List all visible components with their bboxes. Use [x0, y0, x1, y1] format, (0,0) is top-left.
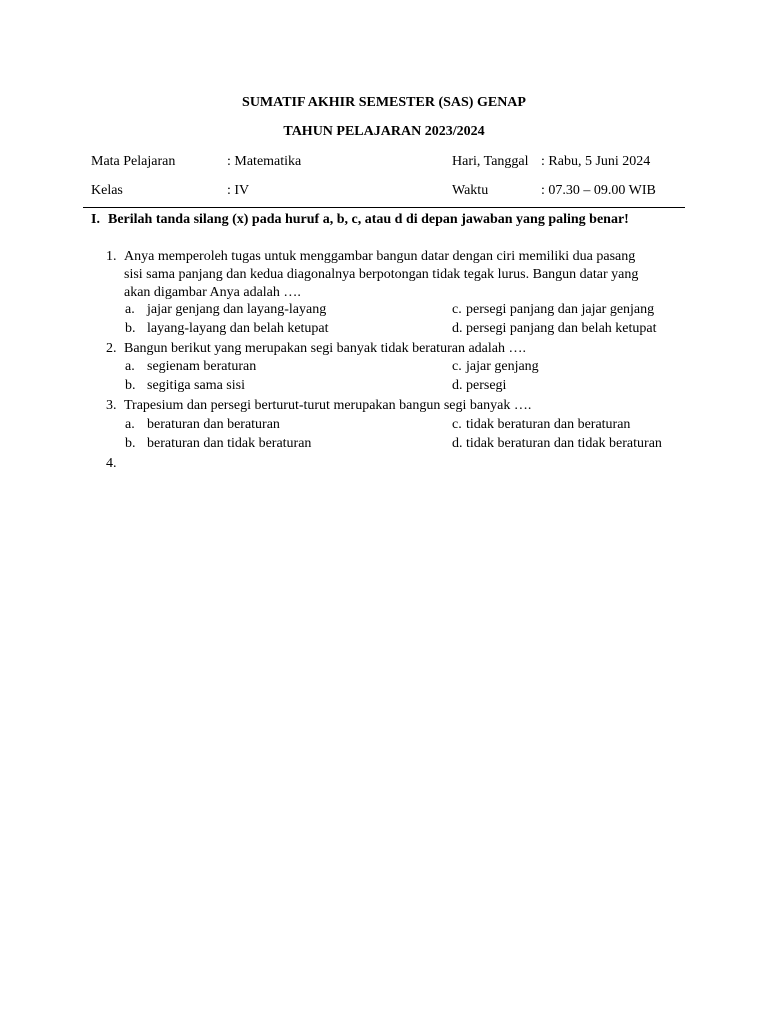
- header-divider: [83, 207, 685, 208]
- question-text: [124, 397, 684, 415]
- option-text: tidak beraturan dan beraturan: [466, 417, 631, 432]
- class-value: : IV: [227, 183, 250, 198]
- question-line: Trapesium dan persegi berturut-turut merupakan bangun segi banyak ….: [124, 398, 532, 413]
- option-letter: b.: [125, 436, 136, 451]
- time-value: : 07.30 – 09.00 WIB: [541, 183, 656, 198]
- option-text: persegi panjang dan jajar genjang: [466, 302, 655, 317]
- option-text: layang-layang dan belah ketupat: [147, 321, 329, 336]
- option-text: persegi: [466, 378, 507, 393]
- info-row-subject-date: [0, 153, 768, 171]
- date-value: : Rabu, 5 Juni 2024: [541, 154, 651, 169]
- option-letter: d.: [452, 321, 463, 336]
- instruction-text: Berilah tanda silang (x) pada huruf a, b, c, atau d di depan jawaban yang paling benar!: [108, 212, 629, 227]
- question-number: 1.: [106, 249, 117, 264]
- section-instruction: [91, 211, 629, 229]
- question-text: [124, 248, 684, 302]
- subject-label: Mata Pelajaran: [91, 154, 176, 169]
- question-number: 2.: [106, 341, 117, 356]
- class-label: Kelas: [91, 183, 123, 198]
- option-text: segienam beraturan: [147, 359, 257, 374]
- option-letter: d.: [452, 436, 463, 451]
- section-numeral: I.: [91, 212, 100, 227]
- option-text: segitiga sama sisi: [147, 378, 245, 393]
- question-line: Anya memperoleh tugas untuk menggambar bangun datar dengan ciri memiliki dua pasang: [124, 249, 636, 264]
- info-row-class-time: [0, 182, 768, 200]
- question-line: sisi sama panjang dan kedua diagonalnya berpotongan tidak tegak lurus. Bangun datar yang: [124, 267, 639, 282]
- option-text: tidak beraturan dan tidak beraturan: [466, 436, 662, 451]
- option-text: beraturan dan tidak beraturan: [147, 436, 312, 451]
- question-line: Bangun berikut yang merupakan segi banyak tidak beraturan adalah ….: [124, 341, 526, 356]
- question-text: [124, 340, 684, 358]
- option-letter: c.: [452, 302, 462, 317]
- option-letter: b.: [125, 378, 136, 393]
- option-text: jajar genjang dan layang-layang: [147, 302, 327, 317]
- option-text: jajar genjang: [466, 359, 539, 374]
- academic-year-title: TAHUN PELAJARAN 2023/2024: [283, 124, 485, 139]
- option-text: persegi panjang dan belah ketupat: [466, 321, 657, 336]
- option-letter: a.: [125, 359, 135, 374]
- question-number: 4.: [106, 456, 117, 471]
- option-text: beraturan dan beraturan: [147, 417, 280, 432]
- exam-title: SUMATIF AKHIR SEMESTER (SAS) GENAP: [242, 95, 526, 110]
- option-letter: c.: [452, 417, 462, 432]
- option-letter: a.: [125, 302, 135, 317]
- option-letter: a.: [125, 417, 135, 432]
- date-label: Hari, Tanggal: [452, 154, 529, 169]
- option-letter: c.: [452, 359, 462, 374]
- question-number: 3.: [106, 398, 117, 413]
- question-line: akan digambar Anya adalah ….: [124, 285, 301, 300]
- option-letter: b.: [125, 321, 136, 336]
- option-letter: d.: [452, 378, 463, 393]
- subject-value: : Matematika: [227, 154, 302, 169]
- time-label: Waktu: [452, 183, 489, 198]
